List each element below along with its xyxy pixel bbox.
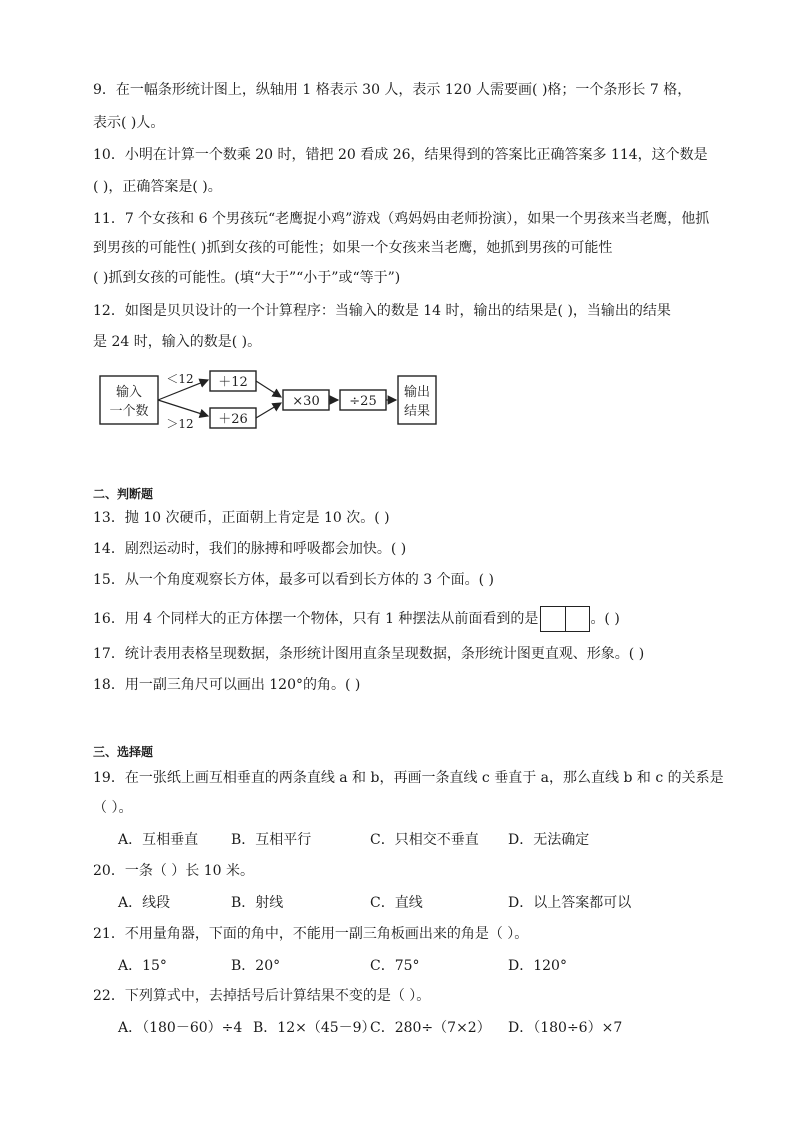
q22: 22．下列算式中，去掉括号后计算结果不变的是（ ）。 [93,988,431,1004]
q19-option-a: A．互相垂直 [118,832,199,848]
q22-option-a: A．（180－60）÷4 [118,1020,243,1036]
q19-option-c: C．只相交不垂直 [370,832,479,848]
flow-arrow-lower [158,400,208,416]
q12-line2: 是 24 时，输入的数是( )。 [93,334,262,350]
flow-output-label-1: 输出 [403,385,431,400]
q20-option-c: C．直线 [370,895,423,911]
q21: 21．不用量角器，下面的角中，不能用一副三角板画出来的角是（ ）。 [93,926,529,942]
q10-line2: ( )，正确答案是( )。 [93,179,222,195]
q19-option-b: B．互相平行 [231,832,312,848]
q17: 17．统计表用表格呈现数据，条形统计图用直条呈现数据，条形统计图更直观、形象。( ) [93,646,645,662]
q14: 14．剧烈运动时，我们的脉搏和呼吸都会加快。( ) [93,541,407,557]
flow-div25-label: ÷25 [349,394,377,409]
flow-cond-greater-12: ＞12 [166,417,194,431]
q20-option-d: D．以上答案都可以 [508,895,632,911]
q12-line1: 12．如图是贝贝设计的一个计算程序：当输入的数是 14 时，输出的结果是( )，当输出的结果 [93,303,671,319]
q16-answer-blank: 。( ) [590,611,620,627]
q15: 15．从一个角度观察长方体，最多可以看到长方体的 3 个面。( ) [93,572,494,588]
flow-input-label-1: 输入 [115,385,143,400]
q11-line3: ( )抓到女孩的可能性。(填“大于”“小于”或“等于”) [93,270,401,286]
q11-line2: 到男孩的可能性( )抓到女孩的可能性；如果一个女孩来当老鹰，她抓到男孩的可能性 [93,240,613,256]
q20-option-b: B．射线 [231,895,284,911]
calculation-flowchart [98,368,438,432]
q20: 20．一条（ ）长 10 米。 [93,863,254,879]
q20-option-a: A．线段 [118,895,171,911]
q21-option-c: C．75° [370,958,420,974]
flow-arrow-add26-to-mul [256,403,281,418]
flow-cond-less-12: ＜12 [166,372,194,386]
q10-line1: 10．小明在计算一个数乘 20 时，错把 20 看成 26，结果得到的答案比正确答案多 114，这个数是 [93,147,708,163]
flow-add26-label: ＋26 [218,412,248,427]
q22-option-c: C．280÷（7×2） [370,1020,491,1036]
q16 [93,606,620,632]
q19-option-d: D．无法确定 [508,832,590,848]
two-squares-front-view-figure [540,606,590,632]
q13: 13．抛 10 次硬币，正面朝上肯定是 10 次。( ) [93,510,390,526]
q11-line1: 11．7 个女孩和 6 个男孩玩“老鹰捉小鸡”游戏（鸡妈妈由老师扮演），如果一个男孩来当老鹰，他抓 [93,211,710,227]
flow-input-label-2: 一个数 [109,404,149,419]
q22-option-d: D．（180÷6）×7 [508,1020,623,1036]
q19-line1: 19．在一张纸上画互相垂直的两条直线 a 和 b，再画一条直线 c 垂直于 a，那么直线 b 和 c 的关系是 [93,770,724,786]
q19-line2: （ ）。 [93,800,133,816]
q21-option-a: A．15° [118,958,167,974]
q16-text: 16．用 4 个同样大的正方体摆一个物体，只有 1 种摆法从前面看到的是 [93,611,539,627]
q21-option-b: B．20° [231,958,281,974]
flow-arrow-add12-to-mul [256,381,281,397]
flow-add12-label: ＋12 [218,375,248,390]
section-judgement-title: 二、判断题 [93,487,154,501]
q21-option-d: D．120° [508,958,567,974]
q9-line1: 9．在一幅条形统计图上，纵轴用 1 格表示 30 人，表示 120 人需要画( )格；一个条形长 7 格， [93,82,692,98]
flow-mul30-label: ×30 [292,394,320,409]
section-choice-title: 三、选择题 [93,745,154,759]
q9-line2: 表示( )人。 [93,115,165,131]
flow-output-label-2: 结果 [403,404,431,419]
q18: 18．用一副三角尺可以画出 120°的角。( ) [93,677,361,693]
q22-option-b: B．12×（45－9） [253,1020,376,1036]
